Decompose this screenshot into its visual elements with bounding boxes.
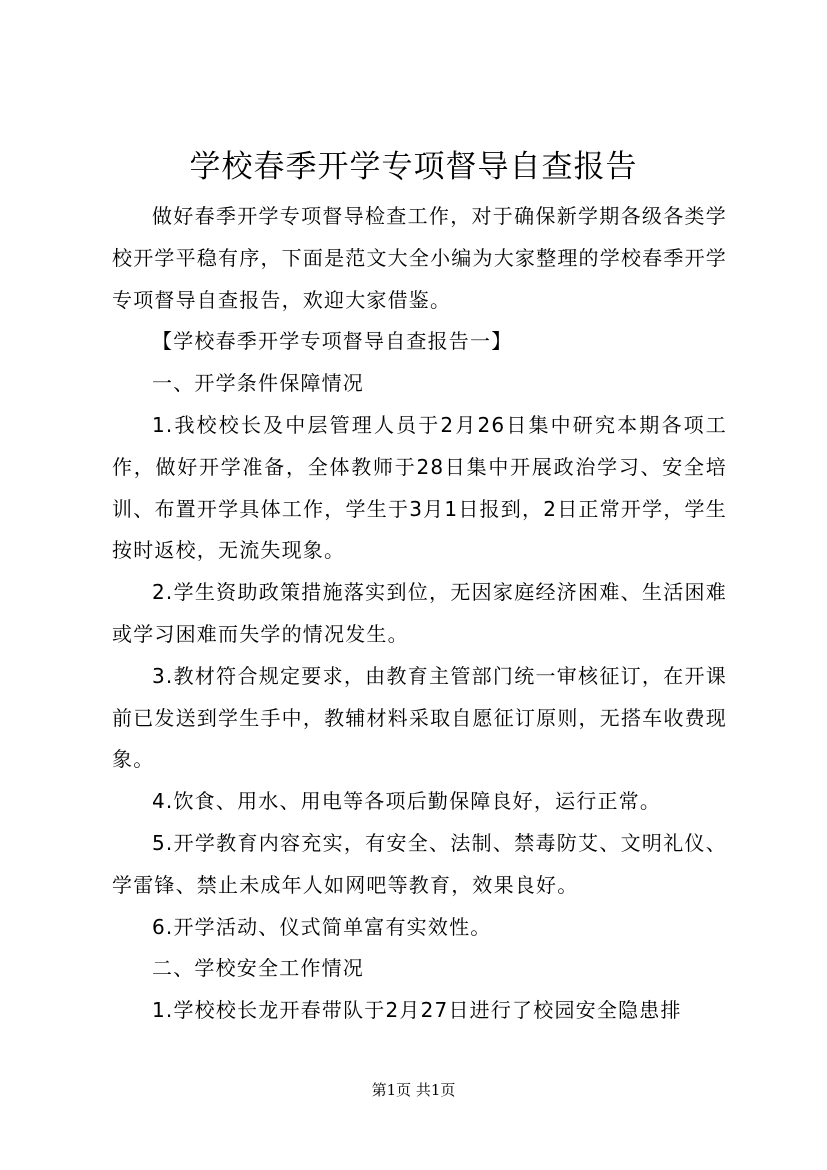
document-body xyxy=(112,196,727,1032)
paragraph-item-2: 2.学生资助政策措施落实到位，无因家庭经济困难、生活困难或学习困难而失学的情况发生。 xyxy=(112,580,727,646)
intro-paragraph: 做好春季开学专项督导检查工作，对于确保新学期各级各类学校开学平稳有序，下面是范文大全小编为大家整理的学校春季开学专项督导自查报告，欢迎大家借鉴。 xyxy=(112,204,727,312)
page-footer: 第1页 共1页 xyxy=(371,1081,456,1099)
paragraph-item-5: 5.开学教育内容充实，有安全、法制、禁毒防艾、文明礼仪、学雷锋、禁止未成年人如网吧等教育，效果良好。 xyxy=(112,830,727,897)
section-heading-safety: 二、学校安全工作情况 xyxy=(152,956,364,981)
paragraph-safety-1: 1.学校校长龙开春带队于2月27日进行了校园安全隐患排 xyxy=(152,998,682,1023)
document-title: 学校春季开学专项督导自查报告 xyxy=(189,149,638,185)
paragraph-item-6: 6.开学活动、仪式简单富有实效性。 xyxy=(152,914,492,939)
section-heading-report-one: 【学校春季开学专项督导自查报告一】 xyxy=(152,329,513,354)
paragraph-item-3: 3.教材符合规定要求，由教育主管部门统一审核征订，在开课前已发送到学生手中，教辅材料采取自愿征订原则，无搭车收费现象。 xyxy=(112,663,727,772)
paragraph-item-1: 1.我校校长及中层管理人员于2月26日集中研究本期各项工作，做好开学准备，全体教师于28日集中开展政治学习、安全培训、布置开学具体工作，学生于3月1日报到，2日正常开学，学生按时返校，无流失现象。 xyxy=(112,412,727,563)
section-heading-conditions: 一、开学条件保障情况 xyxy=(152,371,364,396)
paragraph-item-4: 4.饮食、用水、用电等各项后勤保障良好，运行正常。 xyxy=(152,789,662,814)
